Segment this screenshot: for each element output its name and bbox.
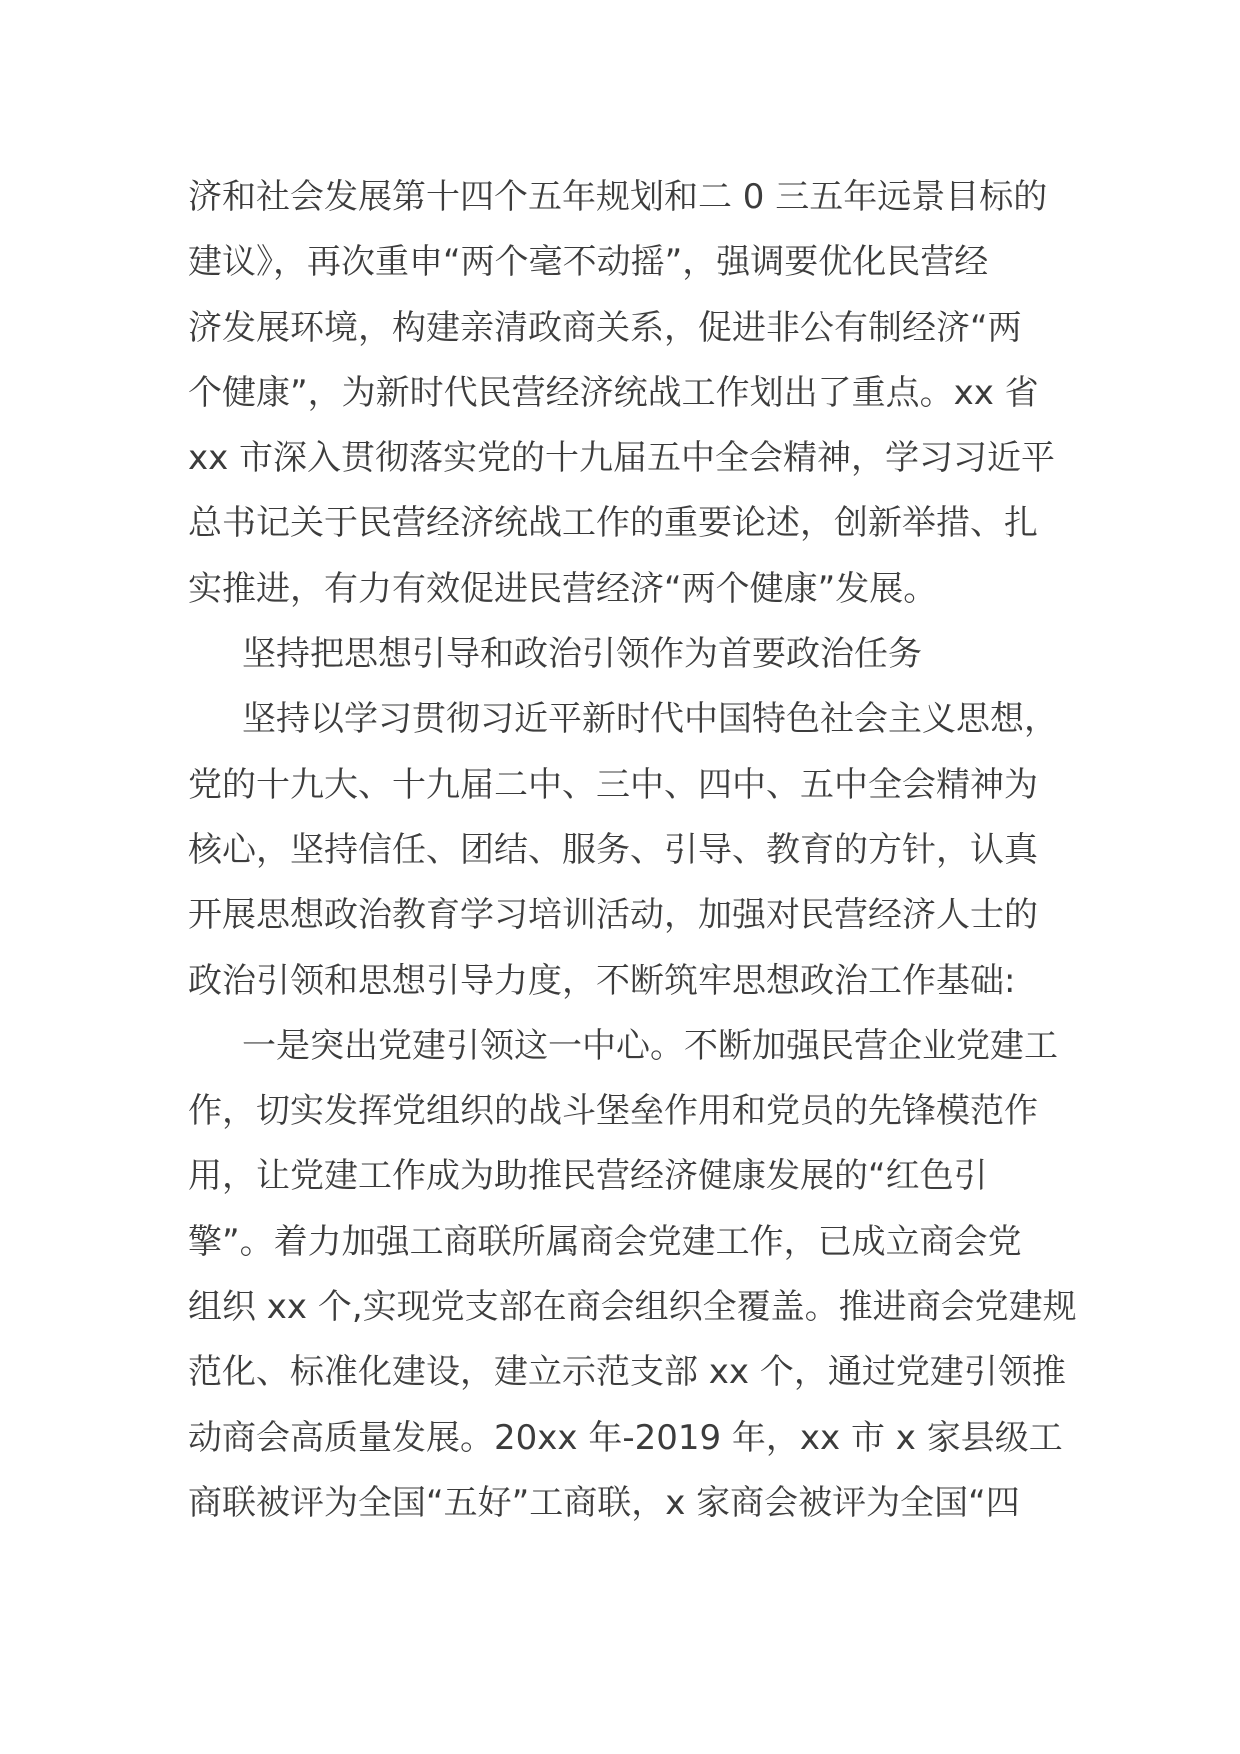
text-line-20: 动商会高质量发展。20xx 年-2019 年，xx 市 x 家县级工 xyxy=(188,1417,1063,1458)
text-line-12: 开展思想政治教育学习培训活动，加强对民营经济人士的 xyxy=(188,895,1038,936)
text-line-9: 坚持以学习贯彻习近平新时代中国特色社会主义思想， xyxy=(242,699,1058,740)
text-line-16: 用，让党建工作成为助推民营经济健康发展的“红色引 xyxy=(188,1156,988,1197)
text-line-14: 一是突出党建引领这一中心。不断加强民营企业党建工 xyxy=(242,1025,1058,1066)
text-line-6: 总书记关于民营经济统战工作的重要论述，创新举措、扎 xyxy=(188,503,1038,544)
document-body xyxy=(188,165,1077,1536)
text-line-2: 建议》，再次重申“两个毫不动摇”，强调要优化民营经 xyxy=(188,242,989,283)
text-line-18: 组织 xx 个,实现党支部在商会组织全覆盖。推进商会党建规 xyxy=(188,1287,1077,1328)
text-line-10: 党的十九大、十九届二中、三中、四中、五中全会精神为 xyxy=(188,764,1038,805)
text-line-17: 擎”。着力加强工商联所属商会党建工作，已成立商会党 xyxy=(188,1221,1022,1262)
text-line-13: 政治引领和思想引导力度，不断筑牢思想政治工作基础: xyxy=(188,960,1016,1001)
text-line-11: 核心，坚持信任、团结、服务、引导、教育的方针，认真 xyxy=(188,829,1038,870)
text-line-3: 济发展环境，构建亲清政商关系，促进非公有制经济“两 xyxy=(188,307,1022,348)
text-line-1: 济和社会发展第十四个五年规划和二 0 三五年远景目标的 xyxy=(188,177,1048,217)
text-line-4: 个健康”，为新时代民营经济统战工作划出了重点。xx 省 xyxy=(188,372,1039,413)
text-line-21: 商联被评为全国“五好”工商联，x 家商会被评为全国“四 xyxy=(188,1482,1020,1523)
section-heading: 坚持把思想引导和政治引领作为首要政治任务 xyxy=(242,634,922,675)
text-line-19: 范化、标准化建设，建立示范支部 xx 个，通过党建引领推 xyxy=(188,1352,1066,1393)
text-line-15: 作，切实发挥党组织的战斗堡垒作用和党员的先锋模范作 xyxy=(188,1091,1038,1132)
text-line-7: 实推进，有力有效促进民营经济“两个健康”发展。 xyxy=(188,568,938,609)
text-line-5: xx 市深入贯彻落实党的十九届五中全会精神，学习习近平 xyxy=(188,438,1056,479)
